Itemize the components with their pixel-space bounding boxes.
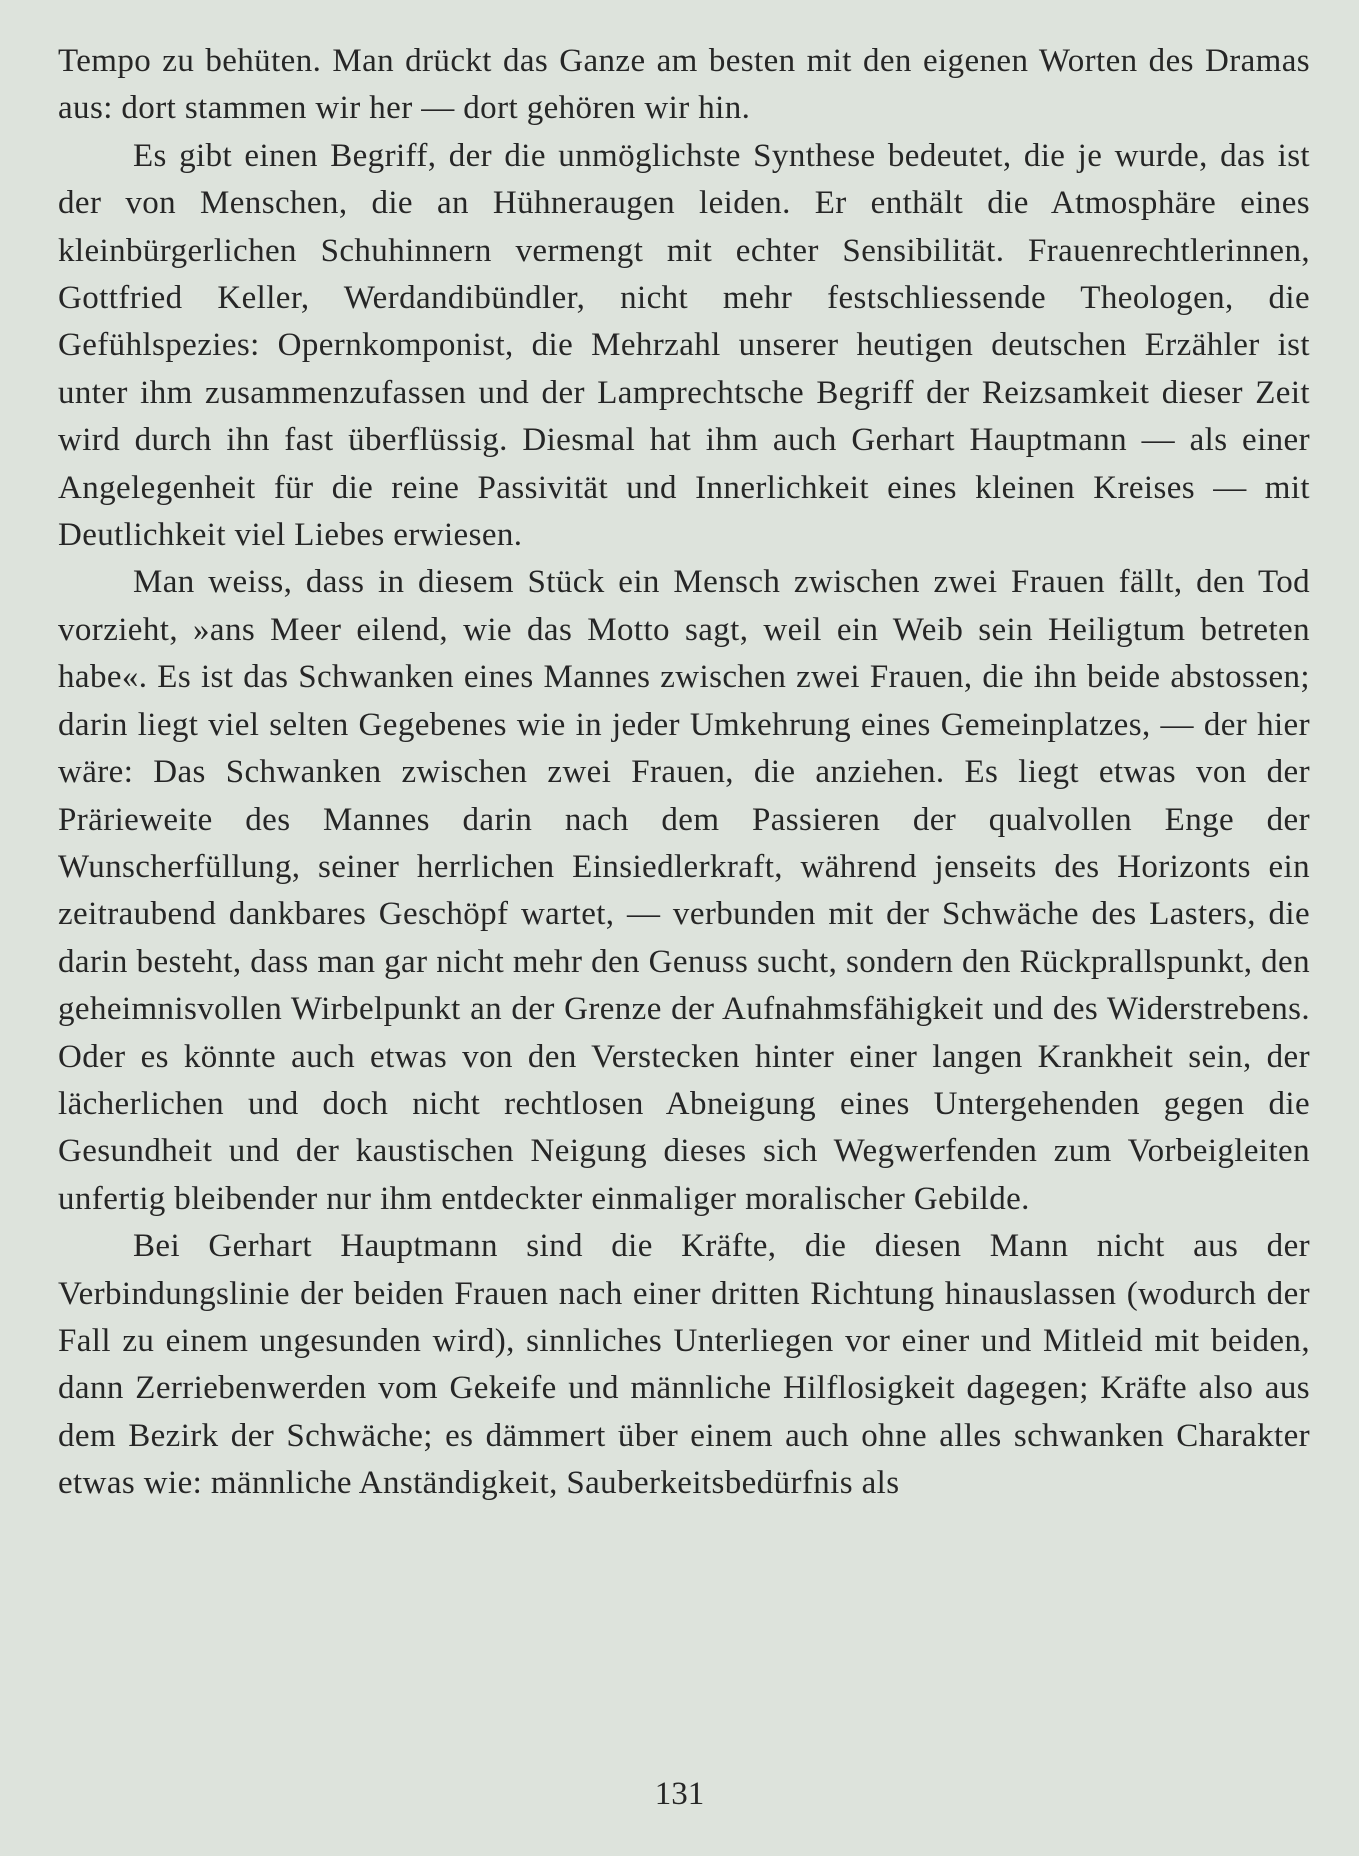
page-body [58,38,1310,1508]
paragraph-2: Es gibt einen Begriff, der die unmöglichste Synthese bedeutet, die je wurde, das ist der von Menschen, die an Hühneraugen leiden. Er enthält die Atmosphäre eines kleinbürgerlichen Schuhinnern vermengt mit echter Sensibilität. Frauenrechtlerinnen, Gottfried Keller, Werdandibündler, nicht mehr festschliessende Theologen, die Gefühlspezies: Opernkomponist, die Mehrzahl unserer heutigen deutschen Erzähler ist unter ihm zusammenzufassen und der Lamprechtsche Begriff der Reizsamkeit dieser Zeit wird durch ihn fast überflüssig. Diesmal hat ihm auch Gerhart Hauptmann — als einer Angelegenheit für die reine Passivität und Innerlichkeit eines kleinen Kreises — mit Deutlichkeit viel Liebes erwiesen. [58,137,1310,554]
page-number: 131 [654,1776,705,1812]
paragraph-3: Man weiss, dass in diesem Stück ein Mensch zwischen zwei Frauen fällt, den Tod vorzieht, »ans Meer eilend, wie das Motto sagt, weil ein Weib sein Heiligtum betreten habe«. Es ist das Schwanken eines Mannes zwischen zwei Frauen, die ihn beide abstossen; darin liegt viel selten Gegebenes wie in jeder Umkehrung eines Gemeinplatzes, — der hier wäre: Das Schwanken zwischen zwei Frauen, die anziehen. Es liegt etwas von der Prärieweite des Mannes darin nach dem Passieren der qualvollen Enge der Wunscherfüllung, seiner herrlichen Einsiedlerkraft, während jenseits des Horizonts ein zeitraubend dankbares Geschöpf wartet, — verbunden mit der Schwäche des Lasters, die darin besteht, dass man gar nicht mehr den Genuss sucht, sondern den Rückprallspunkt, den geheimnisvollen Wirbelpunkt an der Grenze der Aufnahmsfähigkeit und des Widerstrebens. Oder es könnte auch etwas von den Verstecken hinter einer langen Krankheit sein, der lächerlichen und doch nicht rechtlosen Abneigung eines Untergehenden gegen die Gesundheit und der kaustischen Neigung dieses sich Wegwerfenden zum Vorbeigleiten unfertig bleibender nur ihm entdeckter einmaliger moralischer Gebilde. [58,564,1310,1217]
paragraph-1: Tempo zu behüten. Man drückt das Ganze am besten mit den eigenen Worten des Dramas aus: dort stammen wir her — dort gehören wir hin. [58,43,1310,127]
paragraph-4: Bei Gerhart Hauptmann sind die Kräfte, die diesen Mann nicht aus der Verbindungslinie der beiden Frauen nach einer dritten Richtung hinauslassen (wodurch der Fall zu einem ungesunden wird), sinnliches Unterliegen vor einer und Mitleid mit beiden, dann Zerriebenwerden vom Gekeife und männliche Hilflosigkeit dagegen; Kräfte also aus dem Bezirk der Schwäche; es dämmert über einem auch ohne alles schwanken Charakter etwas wie: männliche Anständigkeit, Sauberkeitsbedürfnis als [58,1228,1310,1502]
